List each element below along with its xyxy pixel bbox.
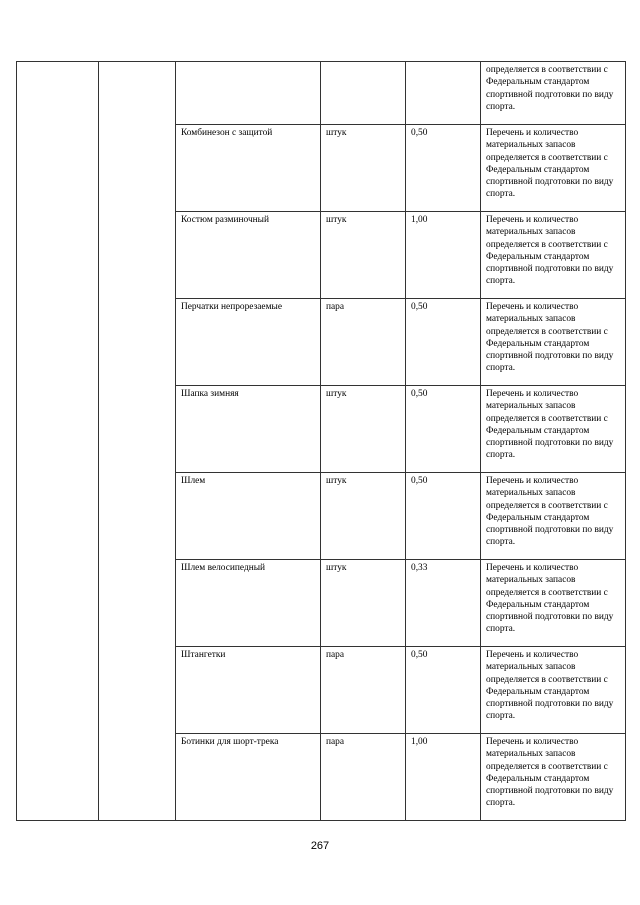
item-name-cell: [176, 62, 321, 125]
item-name-cell: Костюм разминочный: [176, 212, 321, 299]
item-name-cell: Перчатки непрорезаемые: [176, 299, 321, 386]
item-name-cell: Ботинки для шорт-трека: [176, 734, 321, 821]
qty-cell: 0,50: [406, 125, 481, 212]
note-cell: Перечень и количество материальных запасов определяется в соответствии с Федеральным стандартом спортивной подготовки по виду спорта.: [481, 386, 626, 473]
unit-cell: штук: [321, 212, 406, 299]
equipment-table: [16, 61, 626, 821]
item-name-cell: Шлем: [176, 473, 321, 560]
unit-cell: штук: [321, 125, 406, 212]
note-cell: Перечень и количество материальных запасов определяется в соответствии с Федеральным стандартом спортивной подготовки по виду спорта.: [481, 212, 626, 299]
qty-cell: 0,33: [406, 560, 481, 647]
unit-cell: штук: [321, 386, 406, 473]
note-cell: Перечень и количество материальных запасов определяется в соответствии с Федеральным стандартом спортивной подготовки по виду спорта.: [481, 560, 626, 647]
unit-cell: штук: [321, 473, 406, 560]
unit-cell: [321, 62, 406, 125]
page-number: 267: [310, 840, 330, 852]
note-cell: определяется в соответствии с Федеральным стандартом спортивной подготовки по виду спорта.: [481, 62, 626, 125]
qty-cell: 0,50: [406, 299, 481, 386]
table-row: [17, 62, 626, 125]
item-name-cell: Комбинезон с защитой: [176, 125, 321, 212]
qty-cell: 0,50: [406, 386, 481, 473]
item-name-cell: Шлем велосипедный: [176, 560, 321, 647]
unit-cell: пара: [321, 299, 406, 386]
qty-cell: 0,50: [406, 647, 481, 734]
item-name-cell: Шапка зимняя: [176, 386, 321, 473]
note-cell: Перечень и количество материальных запасов определяется в соответствии с Федеральным стандартом спортивной подготовки по виду спорта.: [481, 647, 626, 734]
note-cell: Перечень и количество материальных запасов определяется в соответствии с Федеральным стандартом спортивной подготовки по виду спорта.: [481, 734, 626, 821]
merged-cell-1: [17, 62, 99, 821]
qty-cell: 1,00: [406, 734, 481, 821]
qty-cell: 0,50: [406, 473, 481, 560]
note-cell: Перечень и количество материальных запасов определяется в соответствии с Федеральным стандартом спортивной подготовки по виду спорта.: [481, 125, 626, 212]
note-cell: Перечень и количество материальных запасов определяется в соответствии с Федеральным стандартом спортивной подготовки по виду спорта.: [481, 473, 626, 560]
merged-cell-2: [99, 62, 176, 821]
unit-cell: пара: [321, 647, 406, 734]
item-name-cell: Штангетки: [176, 647, 321, 734]
note-cell: Перечень и количество материальных запасов определяется в соответствии с Федеральным стандартом спортивной подготовки по виду спорта.: [481, 299, 626, 386]
qty-cell: 1,00: [406, 212, 481, 299]
unit-cell: пара: [321, 734, 406, 821]
qty-cell: [406, 62, 481, 125]
unit-cell: штук: [321, 560, 406, 647]
